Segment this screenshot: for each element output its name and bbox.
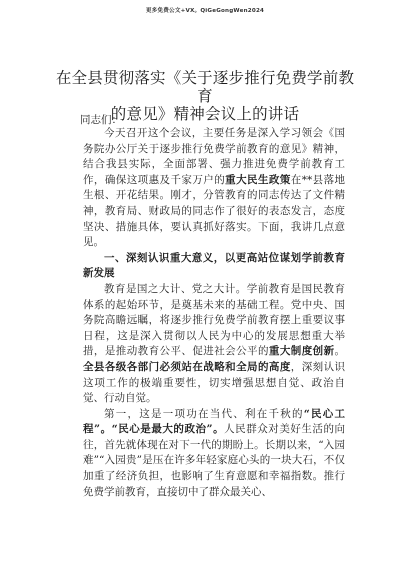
greeting: 同志们： — [80, 114, 122, 126]
section-heading-1: 一、深刻认识重大意义，以更高站位谋划学前教育新发展 — [83, 251, 345, 280]
paragraph-first-point — [83, 407, 345, 501]
text-run: 。 — [334, 345, 345, 358]
text-run: 教育是国之大计、党之大计。学前教育是国民教育体系的起始环节，是奠基未来的基础工程。党中央、国务院高瞻远瞩，将逐步推行免费学前教育摆上重要议事日程，这是深入贯彻以人民为中心的发展思想重大举措，是推动教育公平、促进社会公平的 — [83, 282, 345, 358]
title-line-1: 在全县贯彻落实《关于逐步推行免费学前教育 — [55, 69, 355, 105]
watermark-text: 更多免费公文+VX。QiGeGongWen2024 — [145, 8, 265, 14]
text-run: 今天召开这个会议，主要任务是深入学习领会《国务院办公厅关于逐步推行免费学前教育的意见》精神，结合我县实际，全面部署、强力推进免费学前教育工作，确保这项惠及千家万户的 — [83, 127, 345, 186]
text-run: 第一，这是一项功在当代、利在千秋的 — [104, 407, 304, 420]
paragraph-intro — [83, 126, 345, 251]
paragraph-significance — [83, 282, 345, 407]
document-body — [83, 126, 345, 500]
text-run: 在**县落地生根、开花结果。刚才，分管教育的同志传达了文件精神，教育局、财政局的同志作了很好的表态发言，态度坚决、措施具体，要认真抓好落实。下面，我讲几点意见。 — [83, 173, 346, 249]
bold-text: 重大民生政策 — [225, 173, 291, 186]
bold-text: “民心工程”。“民心是最大的政治”。 — [83, 407, 346, 436]
bold-text: 重大制度创新 — [268, 345, 335, 358]
bold-text: 全县各级各部门必须站在战略和全局的高度 — [83, 360, 291, 373]
title-line-2: 的意见》精神会议上的讲话 — [110, 105, 300, 123]
text-run: 人民群众对美好生活的向往，首先就体现在对下一代的期盼上。长期以来，“入园难”“入园贵”是压在许多年轻家庭心头的一块大石，不仅加重了经济负担，也影响了生育意愿和幸福指数。推行免费学前教育，直接切中了群众最关心、 — [83, 423, 346, 498]
text-run: ，深刻认识这项工作的极端重要性，切实增强思想自觉、政治自觉、行动自觉。 — [83, 360, 346, 405]
